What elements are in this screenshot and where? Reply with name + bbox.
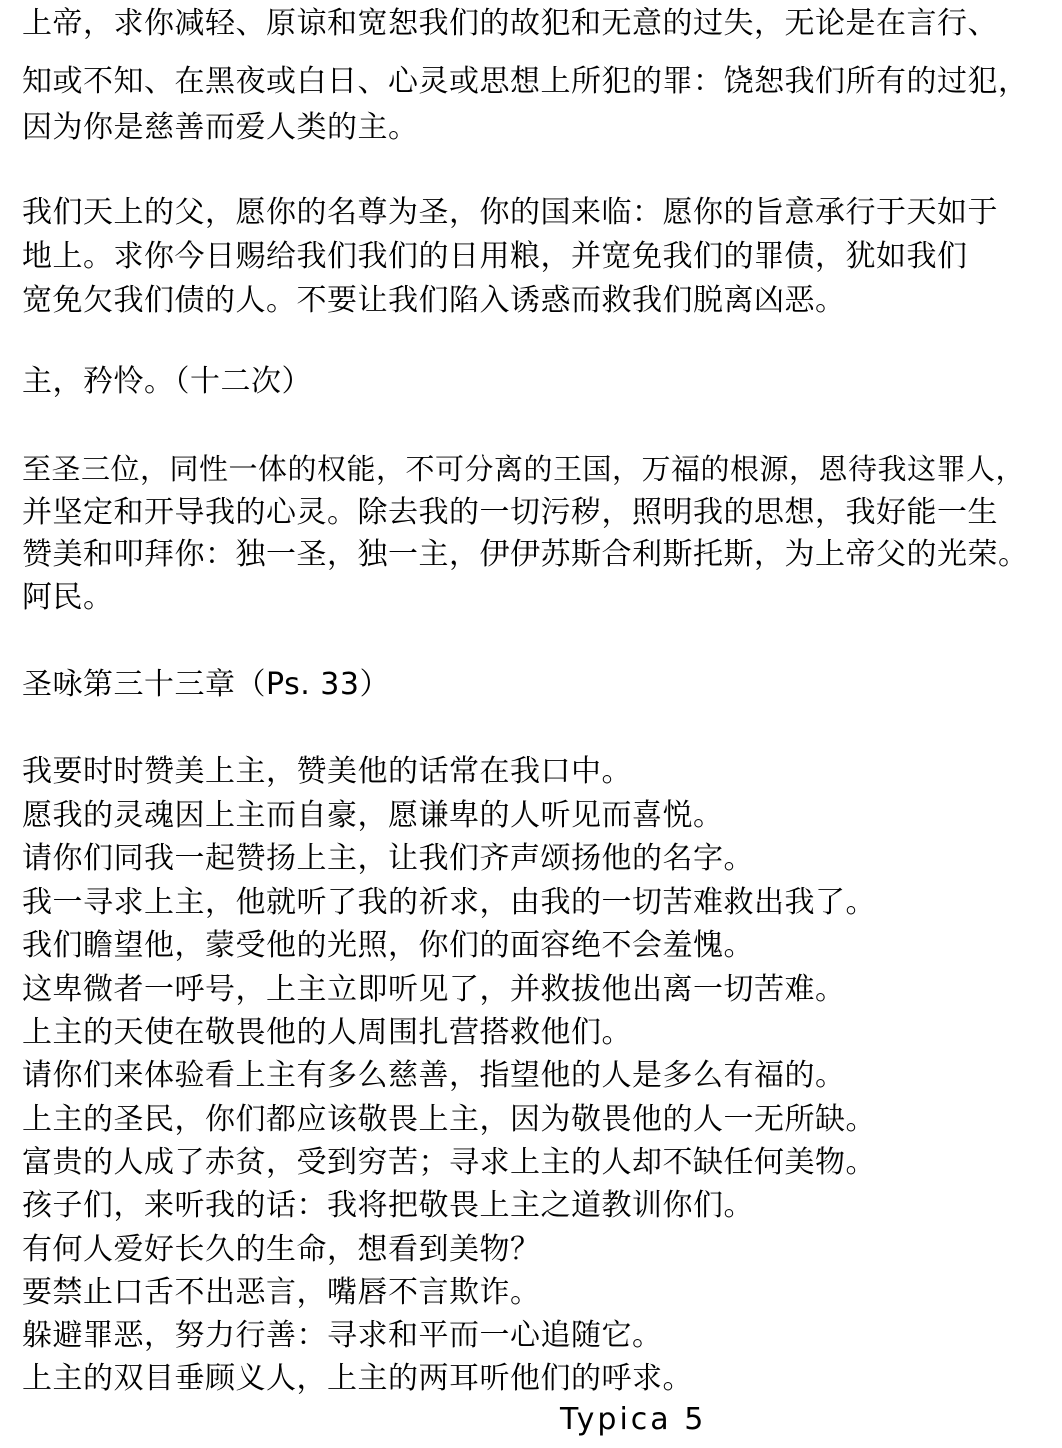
trinity-line-2: 并坚定和开导我的心灵。除去我的一切污秽，照明我的思想，我好能一生 (22, 495, 998, 530)
psalm-verse: 这卑微者一呼号，上主立即听见了，并救拔他出离一切苦难。 (22, 972, 846, 1007)
lords-prayer-line-3: 宽免欠我们债的人。不要让我们陷入诱惑而救我们脱离凶恶。 (22, 283, 846, 318)
psalm-verse: 孩子们，来听我的话：我将把敬畏上主之道教训你们。 (22, 1188, 754, 1223)
trinity-line-4: 阿民。 (22, 580, 114, 615)
psalm-verse: 躲避罪恶，努力行善：寻求和平而一心追随它。 (22, 1318, 663, 1353)
psalm-title: 圣咏第三十三章（Ps. 33） (22, 667, 390, 702)
forgiveness-line-3: 因为你是慈善而爱人类的主。 (22, 110, 419, 145)
kyrie-line: 主，矜怜。（十二次） (22, 364, 312, 399)
psalm-verse: 上主的天使在敬畏他的人周围扎营搭救他们。 (22, 1015, 632, 1050)
psalm-verse: 我一寻求上主，他就听了我的祈求，由我的一切苦难救出我了。 (22, 885, 876, 920)
psalm-verse: 有何人爱好长久的生命，想看到美物？ (22, 1232, 541, 1267)
psalm-verse: 上主的双目垂顾义人，上主的两耳听他们的呼求。 (22, 1361, 693, 1396)
forgiveness-line-1: 上帝，求你减轻、原谅和宽恕我们的故犯和无意的过失，无论是在言行、 (22, 6, 998, 41)
trinity-line-1: 至圣三位，同性一体的权能，不可分离的王国，万福的根源，恩待我这罪人， (22, 452, 1026, 486)
psalm-verse: 愿我的灵魂因上主而自豪，愿谦卑的人听见而喜悦。 (22, 798, 724, 833)
psalm-verse: 我要时时赞美上主，赞美他的话常在我口中。 (22, 754, 632, 789)
psalm-verse: 请你们同我一起赞扬上主，让我们齐声颂扬他的名字。 (22, 841, 754, 876)
psalm-verse: 我们瞻望他，蒙受他的光照，你们的面容绝不会羞愧。 (22, 928, 754, 963)
forgiveness-line-2: 知或不知、在黑夜或白日、心灵或思想上所犯的罪：饶恕我们所有的过犯， (22, 64, 1029, 99)
page-footer-label: Typica 5 (560, 1402, 707, 1437)
psalm-verse: 要禁止口舌不出恶言，嘴唇不言欺诈。 (22, 1275, 541, 1310)
psalm-verse: 请你们来体验看上主有多么慈善，指望他的人是多么有福的。 (22, 1058, 846, 1093)
lords-prayer-line-2: 地上。求你今日赐给我们我们的日用粮，并宽免我们的罪债，犹如我们 (22, 239, 968, 274)
lords-prayer-line-1: 我们天上的父，愿你的名尊为圣，你的国来临：愿你的旨意承行于天如于 (22, 195, 998, 230)
trinity-line-3: 赞美和叩拜你：独一圣，独一主，伊伊苏斯合利斯托斯，为上帝父的光荣。 (22, 537, 1029, 572)
psalm-verse: 富贵的人成了赤贫，受到穷苦；寻求上主的人却不缺任何美物。 (22, 1145, 876, 1180)
psalm-verse: 上主的圣民，你们都应该敬畏上主，因为敬畏他的人一无所缺。 (22, 1102, 876, 1137)
